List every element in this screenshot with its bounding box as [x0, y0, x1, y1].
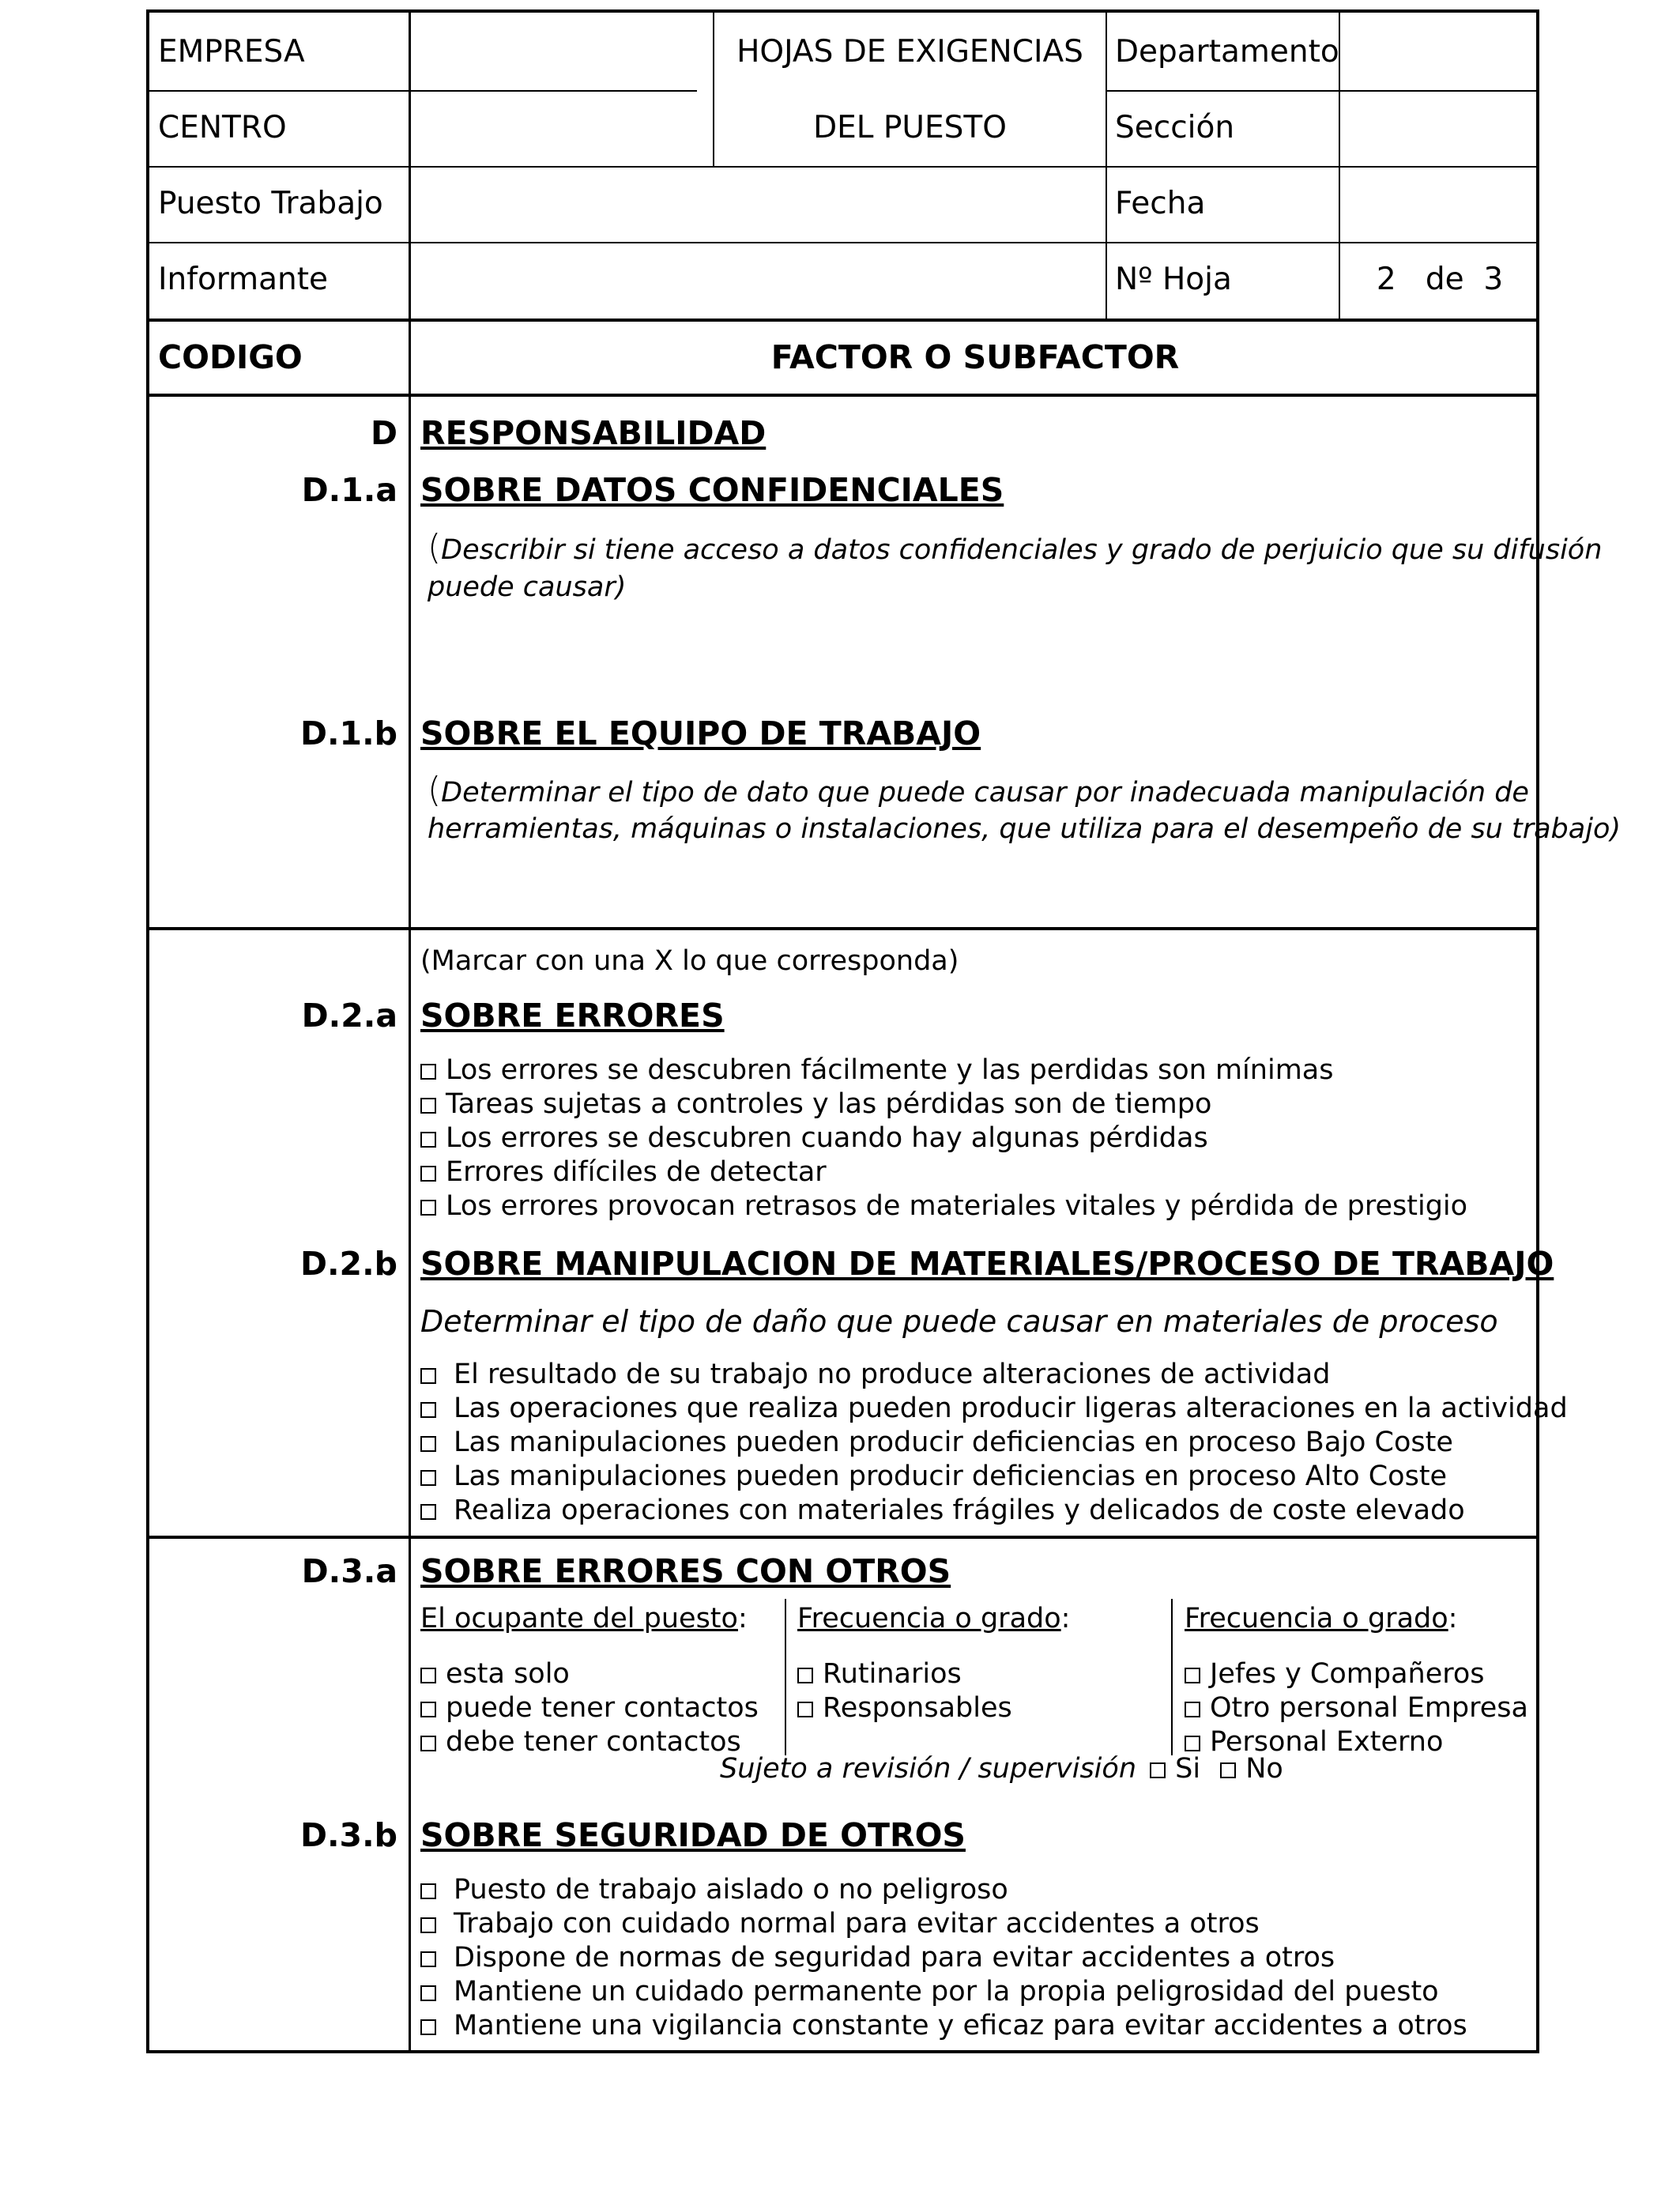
- hoja-label: Nº Hoja: [1115, 262, 1232, 297]
- checkbox-icon[interactable]: [420, 1504, 436, 1520]
- checkbox-label: puede tener contactos: [446, 1692, 759, 1724]
- checkbox-label: Las manipulaciones pueden producir deficiencias en proceso Alto Coste: [454, 1461, 1448, 1492]
- checkbox-option[interactable]: [1185, 1691, 1528, 1725]
- checkbox-icon[interactable]: [420, 1436, 436, 1452]
- header-bottom-rule: [149, 319, 1539, 322]
- checkbox-label: debe tener contactos: [446, 1726, 741, 1758]
- centro-label: CENTRO: [158, 110, 287, 145]
- checkbox-option[interactable]: [420, 1392, 1568, 1426]
- code-d1a: D.1.a: [301, 471, 397, 509]
- code-d2b: D.2.b: [299, 1245, 397, 1283]
- d1b-title: SOBRE EL EQUIPO DE TRABAJO: [420, 714, 981, 752]
- checkbox-icon[interactable]: [420, 1402, 436, 1418]
- review-no-checkbox[interactable]: [1220, 1762, 1236, 1778]
- d3a-col3-header-text: Frecuencia o grado: [1185, 1603, 1448, 1634]
- checkbox-option[interactable]: [420, 1358, 1330, 1392]
- empresa-label: EMPRESA: [158, 34, 305, 70]
- colheader-bottom-rule: [149, 394, 1539, 397]
- seccion-field[interactable]: [1340, 92, 1539, 166]
- checkbox-option[interactable]: [420, 1189, 1467, 1223]
- code-d2a: D.2.a: [301, 997, 397, 1035]
- checkbox-icon[interactable]: [420, 1736, 436, 1751]
- checkbox-option[interactable]: [420, 1088, 1211, 1122]
- checkbox-icon[interactable]: [1185, 1736, 1200, 1751]
- checkbox-label: Los errores se descubren cuando hay algunas pérdidas: [446, 1122, 1208, 1154]
- row-divider: [149, 90, 410, 92]
- checkbox-icon[interactable]: [420, 2019, 436, 2035]
- checkbox-option[interactable]: [420, 1941, 1335, 1975]
- d1b-description: [428, 770, 1529, 810]
- fecha-label: Fecha: [1115, 186, 1206, 221]
- checkbox-icon[interactable]: [420, 1470, 436, 1486]
- col-divider-code: [409, 13, 411, 2053]
- checkbox-option[interactable]: [797, 1657, 962, 1691]
- section-divider-d2: [149, 927, 1539, 930]
- checkbox-label: Mantiene una vigilancia constante y eficaz para evitar accidentes a otros: [454, 2010, 1467, 2041]
- checkbox-option[interactable]: [420, 2009, 1467, 2043]
- d3a-col2-header-colon: :: [1060, 1603, 1071, 1634]
- title-line2: DEL PUESTO: [813, 110, 1007, 145]
- d1b-desc-line2: herramientas, máquinas o instalaciones, que utiliza para el desempeño de su trabajo): [428, 813, 1622, 845]
- d3a-col3-header: [1185, 1602, 1457, 1636]
- title-line1: HOJAS DE EXIGENCIAS: [736, 34, 1083, 70]
- d1a-description: [428, 527, 1603, 567]
- informante-field[interactable]: [411, 243, 1106, 319]
- checkbox-icon[interactable]: [420, 1917, 436, 1933]
- fecha-field[interactable]: [1340, 168, 1539, 242]
- d3a-col1-header-colon: :: [737, 1603, 748, 1634]
- checkbox-label: Responsables: [823, 1692, 1012, 1724]
- d1a-answer-area[interactable]: [420, 607, 1527, 710]
- checkbox-option[interactable]: [420, 1725, 741, 1759]
- checkbox-label: Personal Externo: [1210, 1726, 1444, 1758]
- code-d: D: [370, 414, 397, 452]
- checkbox-label: Puesto de trabajo aislado o no peligroso: [454, 1874, 1008, 1906]
- checkbox-icon[interactable]: [797, 1668, 813, 1683]
- d1a-title: SOBRE DATOS CONFIDENCIALES: [420, 471, 1004, 509]
- checkbox-option[interactable]: [420, 1873, 1008, 1907]
- checkbox-label: Los errores se descubren fácilmente y las perdidas son mínimas: [446, 1054, 1334, 1086]
- d2b-subtitle: Determinar el tipo de daño que puede causar en materiales de proceso: [420, 1304, 1498, 1339]
- checkbox-option[interactable]: [420, 1122, 1208, 1155]
- checkbox-option[interactable]: [420, 1155, 827, 1189]
- puesto-field[interactable]: [411, 168, 1106, 242]
- code-d1b: D.1.b: [299, 714, 397, 752]
- factor-header: FACTOR O SUBFACTOR: [770, 338, 1180, 376]
- checkbox-option[interactable]: [420, 1460, 1447, 1494]
- seccion-label: Sección: [1115, 110, 1235, 145]
- d2a-title: SOBRE ERRORES: [420, 997, 725, 1035]
- code-d3b: D.3.b: [299, 1816, 397, 1854]
- d3a-title: SOBRE ERRORES CON OTROS: [420, 1552, 951, 1590]
- d3a-col2-header: [797, 1602, 1070, 1636]
- checkbox-label: Rutinarios: [823, 1658, 962, 1690]
- departamento-label: Departamento: [1115, 34, 1339, 70]
- d1b-paren: (: [428, 770, 442, 810]
- review-si-label: Si: [1175, 1753, 1201, 1785]
- checkbox-label: El resultado de su trabajo no produce alteraciones de actividad: [454, 1359, 1331, 1390]
- d3a-review-row: [720, 1752, 1283, 1786]
- checkbox-icon[interactable]: [1185, 1668, 1200, 1683]
- checkbox-option[interactable]: [420, 1907, 1260, 1941]
- d3a-col1-header-text: El ocupante del puesto: [420, 1603, 738, 1634]
- checkbox-option[interactable]: [420, 1657, 570, 1691]
- centro-field[interactable]: [411, 92, 713, 166]
- checkbox-option[interactable]: [420, 1054, 1333, 1088]
- checkbox-option[interactable]: [1185, 1657, 1485, 1691]
- empresa-field[interactable]: [411, 13, 713, 90]
- d2-instruction: (Marcar con una X lo que corresponda): [420, 945, 959, 977]
- d3a-col2-header-text: Frecuencia o grado: [797, 1603, 1061, 1634]
- checkbox-label: Las operaciones que realiza pueden producir ligeras alteraciones en la actividad: [454, 1393, 1568, 1424]
- checkbox-label: Las manipulaciones pueden producir deficiencias en proceso Bajo Coste: [454, 1427, 1453, 1458]
- checkbox-icon[interactable]: [420, 1098, 436, 1114]
- checkbox-option[interactable]: [420, 1691, 759, 1725]
- checkbox-icon[interactable]: [420, 1702, 436, 1717]
- col-divider-d3a-1: [785, 1599, 786, 1755]
- checkbox-label: Mantiene un cuidado permanente por la propia peligrosidad del puesto: [454, 1976, 1439, 2007]
- section-d-title: RESPONSABILIDAD: [420, 414, 767, 452]
- d2b-title: SOBRE MANIPULACION DE MATERIALES/PROCESO DE TRABAJO: [420, 1245, 1554, 1283]
- checkbox-icon[interactable]: [420, 1883, 436, 1899]
- departamento-field[interactable]: [1340, 13, 1539, 90]
- d1b-answer-area[interactable]: [420, 850, 1527, 922]
- codigo-header: CODIGO: [158, 338, 303, 376]
- checkbox-label: Trabajo con cuidado normal para evitar accidentes a otros: [454, 1908, 1260, 1940]
- checkbox-icon[interactable]: [420, 1200, 436, 1216]
- hoja-value: 2 de 3: [1376, 262, 1504, 297]
- checkbox-label: Otro personal Empresa: [1210, 1692, 1528, 1724]
- review-si-checkbox[interactable]: [1150, 1762, 1166, 1778]
- section-divider-d3: [149, 1536, 1539, 1539]
- puesto-label: Puesto Trabajo: [158, 186, 383, 221]
- checkbox-icon[interactable]: [420, 1985, 436, 2001]
- checkbox-icon[interactable]: [420, 1166, 436, 1182]
- checkbox-label: Realiza operaciones con materiales frágiles y delicados de coste elevado: [454, 1495, 1465, 1526]
- d3a-col1-header: [420, 1602, 748, 1636]
- checkbox-icon[interactable]: [1185, 1702, 1200, 1717]
- checkbox-icon[interactable]: [420, 1668, 436, 1683]
- checkbox-label: Dispone de normas de seguridad para evitar accidentes a otros: [454, 1942, 1335, 1973]
- checkbox-label: esta solo: [446, 1658, 570, 1690]
- checkbox-option[interactable]: [420, 1975, 1439, 2009]
- checkbox-option[interactable]: [420, 1426, 1453, 1460]
- checkbox-label: Errores difíciles de detectar: [446, 1156, 827, 1188]
- checkbox-icon[interactable]: [420, 1132, 436, 1148]
- d1b-desc-line1: Determinar el tipo de dato que puede causar por inadecuada manipulación de: [441, 777, 1529, 809]
- d1a-paren: (: [428, 527, 442, 567]
- review-label: Sujeto a revisión / supervisión: [720, 1753, 1136, 1785]
- d1a-desc-line1: Describir si tiene acceso a datos confidenciales y grado de perjuicio que su difusión: [441, 534, 1603, 566]
- col-divider-title-right: [1106, 13, 1107, 320]
- d1a-desc-line2: puede causar): [428, 571, 627, 603]
- d3a-col3-header-colon: :: [1448, 1603, 1458, 1634]
- form-sheet: [146, 9, 1622, 2053]
- checkbox-icon[interactable]: [420, 1064, 436, 1080]
- informante-label: Informante: [158, 262, 329, 297]
- col-divider-d3a-2: [1171, 1599, 1173, 1755]
- checkbox-icon[interactable]: [420, 1951, 436, 1967]
- d3b-title: SOBRE SEGURIDAD DE OTROS: [420, 1816, 966, 1854]
- checkbox-label: Jefes y Compañeros: [1210, 1658, 1485, 1690]
- checkbox-label: Tareas sujetas a controles y las pérdidas son de tiempo: [446, 1088, 1212, 1120]
- code-d3a: D.3.a: [301, 1552, 397, 1590]
- checkbox-icon[interactable]: [420, 1368, 436, 1384]
- checkbox-icon[interactable]: [797, 1702, 813, 1717]
- review-no-label: No: [1245, 1753, 1283, 1785]
- checkbox-option[interactable]: [420, 1494, 1465, 1528]
- checkbox-option[interactable]: [797, 1691, 1012, 1725]
- checkbox-label: Los errores provocan retrasos de materiales vitales y pérdida de prestigio: [446, 1190, 1468, 1222]
